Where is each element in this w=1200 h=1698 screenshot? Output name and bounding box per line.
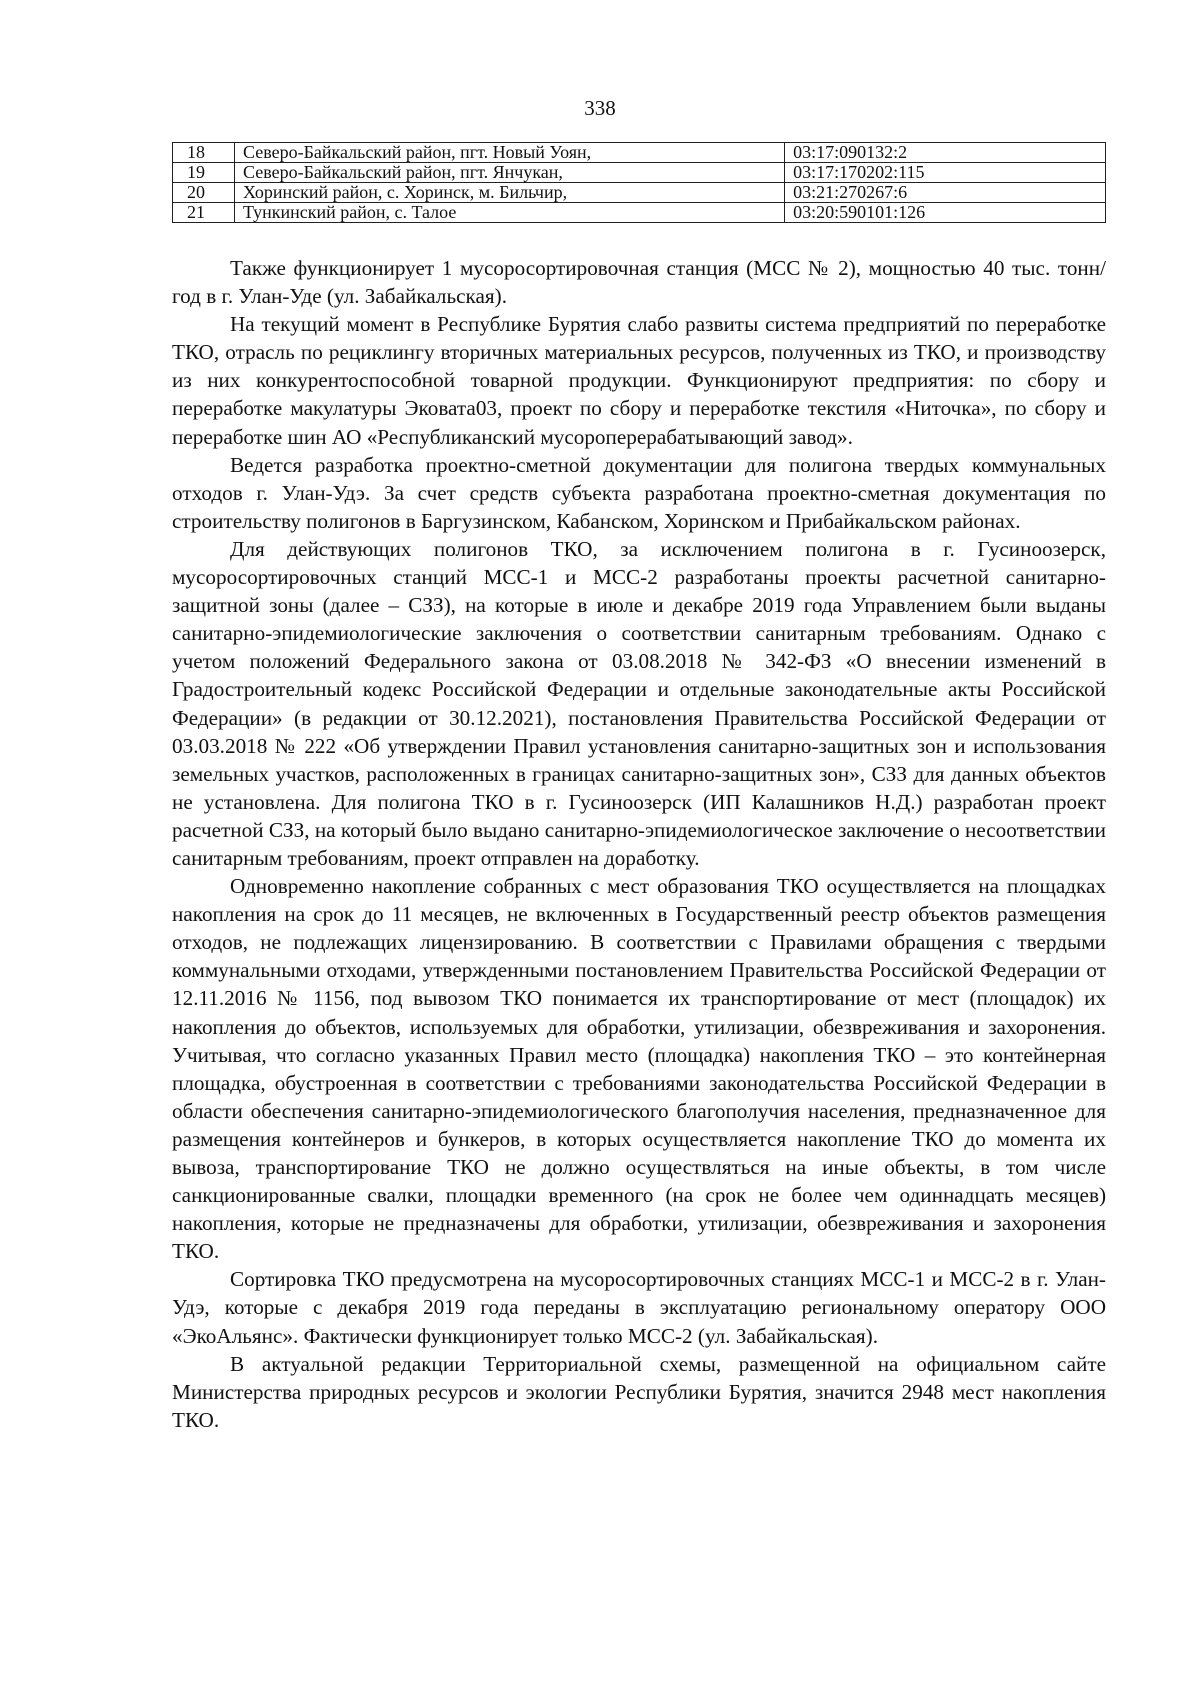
cadastral-number-cell: 03:20:590101:126	[785, 203, 1106, 223]
paragraph: В актуальной редакции Территориальной схемы, размещенной на официальном сайте Министерства природных ресурсов и экологии Республики Бурятия, значится 2948 мест накопления ТКО.	[172, 1351, 1106, 1432]
paragraph: Одновременно накопление собранных с мест образования ТКО осуществляется на площадках накопления на срок до 11 месяцев, не включенных в Государственный реестр объектов размещения отходов, не подлежащих лицензированию. В соответствии с Правилами обращения с твердыми коммунальными отходами, утвержденными постановлением Правительства Российской Федерации от 12.11.2016 № 1156, под вывозом ТКО понимается их транспортирование от мест (площадок) их накопления до объектов, используемых для обработки, утилизации, обезвреживания и захоронения. Учитывая, что согласно указанных Правил место (площадка) накопления ТКО – это контейнерная площадка, обустроенная в соответствии с требованиями законодательства Российской Федерации в области обеспечения санитарно-эпидемиологического благополучия населения, предназначенное для размещения контейнеров и бункеров, в которых осуществляется накопление ТКО до момента их вывоза, транспортирование ТКО не должно осуществляться на иные объекты, в том числе санкционированные свалки, площадки временного (на срок не более чем одиннадцать месяцев) накопления, которые не предназначены для обработки, утилизации, обезвреживания и захоронения ТКО.	[172, 874, 1106, 1264]
cadastral-number-cell: 03:17:090132:2	[785, 143, 1106, 163]
paragraph: На текущий момент в Республике Бурятия слабо развиты система предприятий по переработке ТКО, отрасль по рециклингу вторичных материальных ресурсов, полученных из ТКО, и производству из них конкурентоспособной товарной продукции. Функционируют предприятия: по сбору и переработке макулатуры Эковата03, проект по сбору и переработке текстиля «Ниточка», по сбору и переработке шин АО «Республиканский мусороперерабатывающий завод».	[172, 312, 1106, 449]
page-number: 338	[584, 96, 616, 120]
row-number-cell: 21	[173, 203, 235, 223]
table-row	[173, 163, 1106, 183]
table-row	[173, 183, 1106, 203]
document-body	[172, 254, 1106, 1434]
table-row	[173, 203, 1106, 223]
location-cell: Северо-Байкальский район, пгт. Новый Уоян,	[234, 143, 784, 163]
cadastral-number-cell: 03:17:170202:115	[785, 163, 1106, 183]
table-row	[173, 143, 1106, 163]
location-cell: Хоринский район, с. Хоринск, м. Бильчир,	[234, 183, 784, 203]
row-number-cell: 19	[173, 163, 235, 183]
paragraph: Ведется разработка проектно-сметной документации для полигона твердых коммунальных отходов г. Улан-Удэ. За счет средств субъекта разработана проектно-сметная документация по строительству полигонов в Баргузинском, Кабанском, Хоринском и Прибайкальском районах.	[172, 452, 1106, 533]
paragraph: Также функционирует 1 мусоросортировочная станция (МСС № 2), мощностью 40 тыс. тонн/год в г. Улан-Уде (ул. Забайкальская).	[172, 256, 1106, 309]
sites-table	[172, 142, 1106, 223]
paragraph: Сортировка ТКО предусмотрена на мусоросортировочных станциях МСС-1 и МСС-2 в г. Улан-Удэ, которые с декабря 2019 года переданы в эксплуатацию региональному оператору ООО «ЭкоАльянс». Фактически функционирует только МСС-2 (ул. Забайкальская).	[172, 1267, 1106, 1348]
row-number-cell: 18	[173, 143, 235, 163]
row-number-cell: 20	[173, 183, 235, 203]
cadastral-number-cell: 03:21:270267:6	[785, 183, 1106, 203]
paragraph: Для действующих полигонов ТКО, за исключением полигона в г. Гусиноозерск, мусоросортировочных станций МСС-1 и МСС-2 разработаны проекты расчетной санитарно- защитной зоны (далее – СЗЗ), на которые в июле и декабре 2019 года Управлением были выданы санитарно-эпидемиологические заключения о соответствии санитарным требованиям. Однако с учетом положений Федерального закона от 03.08.2018 № 342-ФЗ «О внесении изменений в Градостроительный кодекс Российской Федерации и отдельные законодательные акты Российской Федерации» (в редакции от 30.12.2021), постановления Правительства Российской Федерации от 03.03.2018 № 222 «Об утверждении Правил установления санитарно-защитных зон и использования земельных участков, расположенных в границах санитарно-защитных зон», СЗЗ для данных объектов не установлена. Для полигона ТКО в г. Гусиноозерск (ИП Калашников Н.Д.) разработан проект расчетной СЗЗ, на который было выдано санитарно-эпидемиологическое заключение о несоответствии санитарным требованиям, проект отправлен на доработку.	[172, 536, 1106, 870]
location-cell: Северо-Байкальский район, пгт. Янчукан,	[234, 163, 784, 183]
location-cell: Тункинский район, с. Талое	[234, 203, 784, 223]
